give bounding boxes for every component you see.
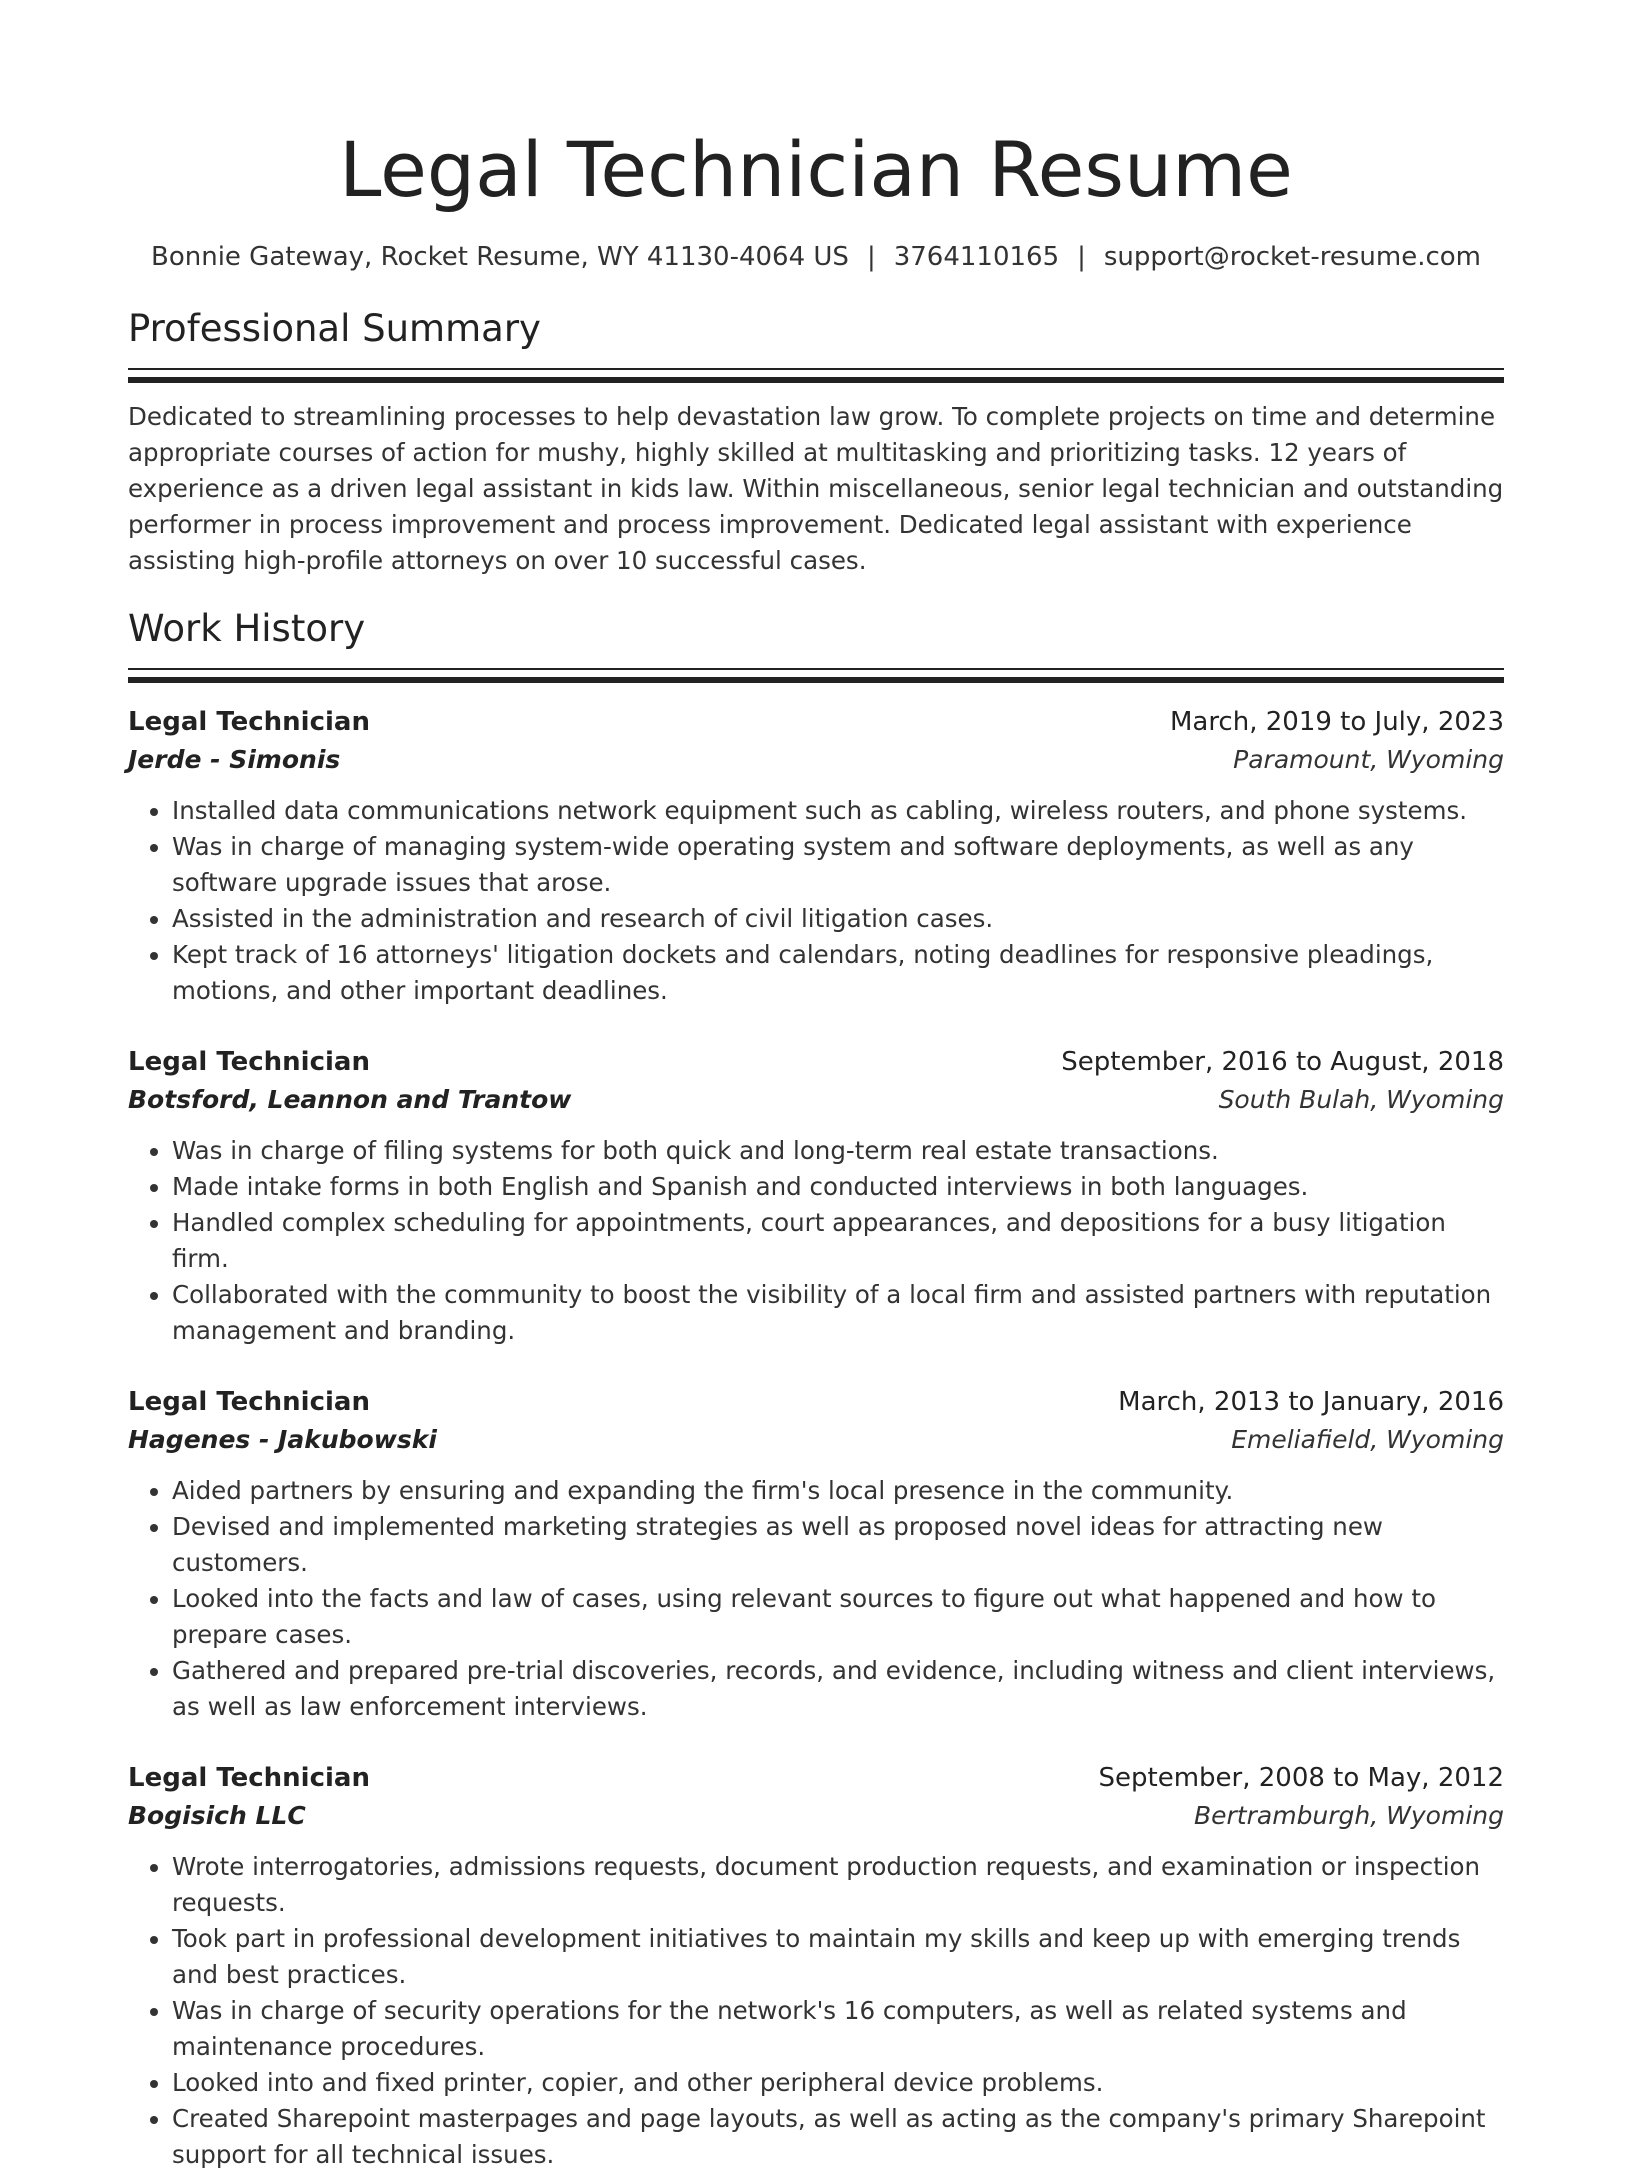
job-bullets — [128, 1473, 1504, 1725]
job-dates: March, 2019 to July, 2023 — [1169, 706, 1504, 737]
contact-phone: 3764110165 — [893, 242, 1060, 272]
list-item: • Made intake forms in both English and Spanish and conducted interviews in both languages. — [172, 1169, 1504, 1205]
list-item: • Gathered and prepared pre-trial discoveries, records, and evidence, including witness and client interviews, as well as law enforcement interviews. — [172, 1653, 1504, 1725]
work-history-section — [128, 604, 1504, 2173]
list-item: • Was in charge of security operations for the network's 16 computers, as well as related systems and maintenance procedures. — [172, 1993, 1504, 2065]
job-header-row — [128, 1043, 1504, 1081]
job-title: Legal Technician — [128, 1386, 370, 1417]
job-header-row — [128, 1383, 1504, 1421]
job-entry — [128, 1759, 1504, 2173]
job-company-row — [128, 1081, 1504, 1119]
list-item: • Assisted in the administration and research of civil litigation cases. — [172, 901, 1504, 937]
job-title: Legal Technician — [128, 1762, 370, 1793]
contact-address: Bonnie Gateway, Rocket Resume, WY 41130-4064 US — [151, 242, 849, 272]
list-item: • Took part in professional development initiatives to maintain my skills and keep up with emerging trends and best practices. — [172, 1921, 1504, 1993]
summary-text: Dedicated to streamlining processes to help devastation law grow. To complete projects on time and determine appropriate courses of action for mushy, highly skilled at multitasking and prioritizing tasks. 12 years of experience as a driven legal assistant in kids law. Within miscellaneous, senior legal technician and outstanding performer in process improvement and process improvement. Dedicated legal assistant with experience assisting high-profile attorneys on over 10 successful cases. — [128, 402, 1504, 575]
job-title: Legal Technician — [128, 706, 370, 737]
list-item: • Aided partners by ensuring and expanding the firm's local presence in the community. — [172, 1473, 1504, 1509]
contact-separator: | — [1077, 242, 1086, 272]
summary-heading: Professional Summary — [128, 307, 541, 350]
list-item: • Devised and implemented marketing strategies as well as proposed novel ideas for attracting new customers. — [172, 1509, 1504, 1581]
summary-section — [128, 304, 1504, 579]
job-company: Hagenes - Jakubowski — [128, 1424, 437, 1454]
list-item: • Wrote interrogatories, admissions requests, document production requests, and examination or inspection requests. — [172, 1849, 1504, 1921]
contact-separator: | — [866, 242, 876, 272]
list-item: • Was in charge of filing systems for both quick and long-term real estate transactions. — [172, 1133, 1504, 1169]
job-company: Botsford, Leannon and Trantow — [128, 1084, 572, 1114]
job-title: Legal Technician — [128, 1046, 370, 1077]
job-bullets — [128, 1849, 1504, 2173]
job-entry — [128, 1383, 1504, 1725]
contact-email: support@rocket-resume.com — [1103, 242, 1481, 272]
list-item: • Was in charge of managing system-wide operating system and software deployments, as well as any software upgrade issues that arose. — [172, 829, 1504, 901]
job-company: Bogisich LLC — [128, 1800, 306, 1830]
page-title: Legal Technician Resume — [339, 125, 1293, 214]
list-item: • Kept track of 16 attorneys' litigation dockets and calendars, noting deadlines for responsive pleadings, motions, and other important deadlines. — [172, 937, 1504, 1009]
job-bullets — [128, 793, 1504, 1009]
job-header-row — [128, 1759, 1504, 1797]
job-company: Jerde - Simonis — [128, 744, 341, 774]
job-bullets — [128, 1133, 1504, 1349]
section-divider-thick — [128, 377, 1504, 383]
section-divider — [128, 368, 1504, 373]
resume-content — [128, 118, 1504, 2173]
work-history-heading: Work History — [128, 606, 366, 650]
list-item: • Installed data communications network equipment such as cabling, wireless routers, and phone systems. — [172, 793, 1504, 829]
job-company-row — [128, 1797, 1504, 1835]
job-list — [128, 703, 1504, 2173]
list-item: • Looked into the facts and law of cases, using relevant sources to figure out what happened and how to prepare cases. — [172, 1581, 1504, 1653]
list-item: • Collaborated with the community to boost the visibility of a local firm and assisted partners with reputation management and branding. — [172, 1277, 1504, 1349]
job-dates: March, 2013 to January, 2016 — [1118, 1386, 1504, 1417]
job-dates: September, 2016 to August, 2018 — [1061, 1046, 1504, 1077]
job-entry — [128, 703, 1504, 1009]
section-divider — [128, 668, 1504, 673]
list-item: • Looked into and fixed printer, copier, and other peripheral device problems. — [172, 2065, 1504, 2101]
job-location: Paramount, Wyoming — [1233, 744, 1504, 774]
contact-line — [128, 240, 1504, 274]
job-location: Bertramburgh, Wyoming — [1194, 1800, 1504, 1830]
job-company-row — [128, 1421, 1504, 1459]
job-location: Emeliafield, Wyoming — [1231, 1424, 1504, 1454]
job-location: South Bulah, Wyoming — [1218, 1084, 1504, 1114]
job-company-row — [128, 741, 1504, 779]
section-divider-thick — [128, 677, 1504, 683]
list-item: • Created Sharepoint masterpages and page layouts, as well as acting as the company's primary Sharepoint support for all technical issues. — [172, 2101, 1504, 2173]
job-header-row — [128, 703, 1504, 741]
list-item: • Handled complex scheduling for appointments, court appearances, and depositions for a busy litigation firm. — [172, 1205, 1504, 1277]
job-entry — [128, 1043, 1504, 1349]
job-dates: September, 2008 to May, 2012 — [1098, 1762, 1504, 1793]
